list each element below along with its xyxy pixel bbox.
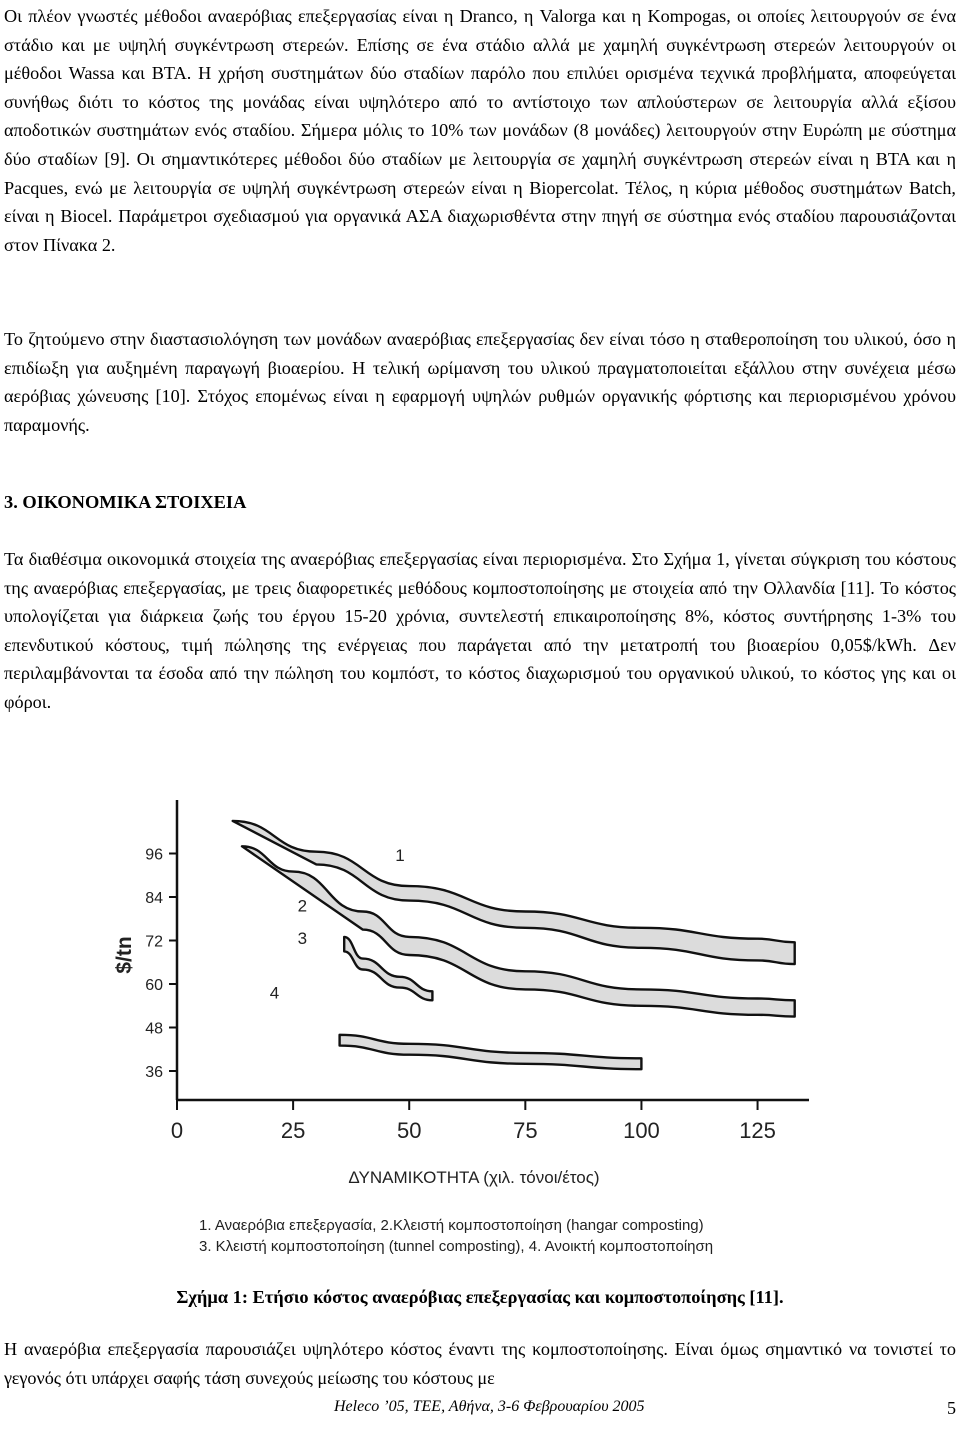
- paragraph-economic-data: [4, 545, 956, 717]
- paragraph-cost-comparison: [4, 1335, 956, 1392]
- sentence: Η χρήση συστημάτων δύο σταδίων παρόλο που επιλύει ορισμένα τεχνικά προβλήματα, αποφεύγεται συνήθως διότι το κόστος της μονάδας είναι υψηλότερο από το αντίστοιχο των απλούστερων σε λειτουργία αλλά εξίσου αποδοτικών συστημάτων ενός σταδίου.: [4, 63, 957, 141]
- sentence: Σήμερα μόλις το 10% των μονάδων (8 μονάδες) λειτουργούν στην Ευρώπη με σύστημα δύο σταδίων [9].: [4, 120, 956, 169]
- sentence: Τέλος, η κύρια μέθοδος συστημάτων Batch, είναι η Biocel.: [4, 177, 956, 227]
- y-tick-label: 48: [145, 1020, 163, 1038]
- x-tick-label: 50: [396, 1118, 422, 1143]
- curve-label: 4: [269, 983, 280, 1003]
- sentence: Επίσης σε ένα στάδιο αλλά με χαμηλή συγκέντρωση στερεών λειτουργούν οι μέθοδοι Wassa και BTA.: [4, 34, 956, 84]
- sentence: Στο Σχήμα 1, γίνεται σύγκριση του κόστους της αναερόβιας επεξεργασίας, με τρεις διαφορετικές μεθόδους κομποστοποίησης με στοιχεία από την Ολλανδία [11].: [4, 549, 957, 598]
- sentence: Το κόστος υπολογίζεται για διάρκεια ζωής του έργου 15-20 χρόνια, συντελεστή επικαιροποίησης 8%, κόστος συντήρησης 1-3% του επενδυτικού κόστους, τιμή πώλησης της ενέργειας που παράγεται από την μετατροπή του βιοαερίου 0,05$/kWh.: [4, 577, 957, 655]
- y-tick-label: 96: [145, 846, 163, 864]
- legend-line-2: 3. Κλειστή κομποστοποίηση (tunnel composting), 4. Ανοικτή κομποστοποίηση: [199, 1238, 714, 1255]
- x-tick-label: 0: [170, 1118, 184, 1143]
- x-tick-label: 125: [739, 1118, 776, 1143]
- sentence: Δεν περιλαμβάνονται τα έσοδα από την πώληση του κομπόστ, το κόστος διαχωρισμού του οργανικού υλικού, το κόστος γης και οι φόροι.: [4, 634, 956, 712]
- sentence: Είναι όμως σημαντικό να τονιστεί το γεγονός ότι υπάρχει σαφής τάση συνεχούς μείωσης του κόστους με: [4, 1339, 956, 1388]
- sentence: Παράμετροι σχεδιασμού για οργανικά ΑΣΑ διαχωρισθέντα στην πηγή σε σύστημα ενός σταδίου παρουσιάζονται στον Πίνακα 2.: [4, 206, 956, 255]
- sentence: Στόχος επομένως είναι η εφαρμογή υψηλών ρυθμών οργανικής φόρτισης και περιορισμένου χρόνου παραμονής.: [4, 386, 956, 435]
- x-tick-label: 100: [623, 1118, 660, 1143]
- y-tick-label: 72: [145, 933, 163, 951]
- sentence: Η αναερόβια επεξεργασία παρουσιάζει υψηλότερο κόστος έναντι της κομποστοποίησης.: [4, 1339, 668, 1359]
- figure-cost-chart: [84, 750, 914, 1270]
- y-tick-label: 84: [145, 890, 163, 907]
- y-axis-label: $/tn: [113, 936, 136, 974]
- cost-chart-svg: [84, 750, 914, 1270]
- sentence: Οι σημαντικότερες μέθοδοι δύο σταδίων με λειτουργία σε χαμηλή συγκέντρωση στερεών είναι η BTA και η Pacques, ενώ με λειτουργία σε υψηλή συγκέντρωση στερεών είναι η Biopercolat.: [4, 148, 956, 198]
- figure-caption: Σχήμα 1: Ετήσιο κόστος αναερόβιας επεξεργασίας και κομποστοποίησης [11].: [176, 1287, 784, 1307]
- x-axis-label: ΔΥΝΑΜΙΚΟΤΗΤΑ (χιλ. τόνοι/έτος): [348, 1168, 600, 1187]
- section-heading: 3. ΟΙΚΟΝΟΜΙΚΑ ΣΤΟΙΧΕΙΑ: [4, 492, 247, 512]
- footer-conference: Heleco ’05, ΤΕΕ, Αθήνα, 3-6 Φεβρουαρίου 2005: [334, 1398, 645, 1415]
- curve-label: 2: [297, 896, 308, 916]
- sentence: Η τελική ωρίμανση του υλικού πραγματοποιείται εξάλλου στην συνέχεια μέσω αερόβιας χώνευσης [10].: [4, 357, 956, 407]
- y-tick-label: 60: [145, 977, 163, 994]
- sentence: Το ζητούμενο στην διαστασιολόγηση των μονάδων αναερόβιας επεξεργασίας δεν είναι τόσο η σταθεροποίηση του υλικού, όσο η επιδίωξη για αυξημένη παραγωγή βιοαερίου.: [4, 329, 956, 378]
- legend-line-1: 1. Αναερόβια επεξεργασία, 2.Κλειστή κομποστοποίηση (hangar composting): [199, 1217, 704, 1234]
- x-tick-label: 25: [280, 1118, 306, 1143]
- sentence: Οι πλέον γνωστές μέθοδοι αναερόβιας επεξεργασίας είναι η Dranco, η Valorga και η Kompogas, οι οποίες λειτουργούν σε ένα στάδιο και με υψηλή συγκέντρωση στερεών.: [4, 6, 956, 55]
- curve-label: 3: [297, 929, 308, 949]
- page-number: 5: [947, 1398, 956, 1418]
- curve-label: 1: [395, 845, 405, 865]
- paragraph-anaerobic-methods: [4, 2, 956, 259]
- y-tick-label: 36: [145, 1064, 163, 1081]
- paragraph-design-objective: [4, 325, 956, 439]
- sentence: Τα διαθέσιμα οικονομικά στοιχεία της αναερόβιας επεξεργασίας είναι περιορισμένα.: [4, 549, 627, 569]
- x-tick-label: 75: [513, 1118, 538, 1143]
